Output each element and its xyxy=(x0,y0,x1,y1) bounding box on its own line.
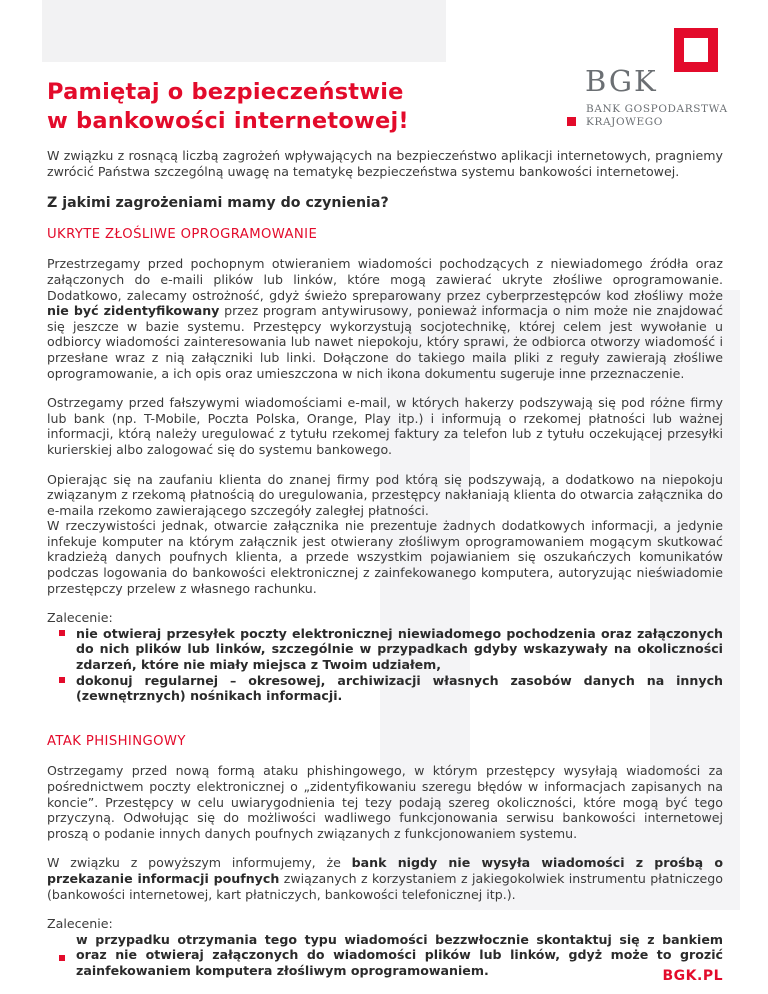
malware-paragraph-1 xyxy=(47,256,723,381)
page-title-line1: Pamiętaj o bezpieczeństwie xyxy=(47,79,404,105)
phishing-p2-text-b: związanych z korzystaniem z jakiegokolwiek instrumentu płatniczego (bankowości internetowej, kart płatniczych, bankowości telefonicznej itp.). xyxy=(47,870,723,902)
list-item-text: dokonuj regularnej – okresowej, archiwizacji własnych zasobów danych na innych (zewnętrznych) nośnikach informacji. xyxy=(76,672,723,704)
decorative-top-block xyxy=(42,0,446,62)
page-title-line2: w bankowości internetowej! xyxy=(47,108,409,134)
phishing-p2-text-a: W związku z powyższym informujemy, że xyxy=(47,855,352,871)
malware-paragraph-4: W rzeczywistości jednak, otwarcie załącznika nie prezentuje żadnych dodatkowych informacji, a jedynie infekuje komputer na którym załącznik jest otwierany złośliwym oprogramowaniem mogącym skutkować kradzieżą danych poufnych klienta, a przede wszystkim pojawianiem się oszukańczych komunikatów podczas logowania do bankowości elektronicznej z zainfekowanego komputera, autoryzując nieświadomie przestępczy przelew z własnego rachunku. xyxy=(47,518,723,596)
logo-bank-name-line2: KRAJOWEGO xyxy=(586,116,664,128)
malware-p1-emphasis: nie być zidentyfikowany xyxy=(47,303,220,319)
document-body xyxy=(47,148,723,979)
intro-paragraph: W związku z rosnącą liczbą zagrożeń wpływających na bezpieczeństwo aplikacji internetowych, pragniemy zwrócić Państwa szczególną uwagę na tematykę bezpieczeństwa systemu bankowości internetowej. xyxy=(47,148,723,179)
malware-recommendation-list xyxy=(47,626,723,704)
phishing-p2-emphasis: bank nigdy nie wysyła wiadomości z prośbą o przekazanie informacji poufnych xyxy=(47,855,723,886)
logo-square-icon xyxy=(674,28,718,72)
logo-dot-icon xyxy=(567,117,576,126)
logo-bank-name xyxy=(586,103,728,129)
list-item xyxy=(47,626,723,673)
list-item xyxy=(47,673,723,704)
phishing-paragraph-2 xyxy=(47,855,723,902)
malware-section-heading: UKRYTE ZŁOŚLIWE OPROGRAMOWANIE xyxy=(47,226,318,242)
malware-p1-text-a: Przestrzegamy przed pochopnym otwieraniem wiadomości pochodzących z niewiadomego źródła oraz załączonych do e-maili plików lub linków, które mogą zawierać ukryte złośliwe oprogramowanie. Dodatkowo, zalecamy ostrożność, gdyż świeżo spreparowany przez cyberprzestępców kod złośliwy może xyxy=(47,256,723,303)
malware-p1-text-b: przez program antywirusowy, ponieważ informacja o nim może nie znajdować się jeszcze w bazie systemu. Przestępcy wykorzystują socjotechnikę, której celem jest wywołanie u odbiorcy wiadomości zainteresowania lub nawet niepokoju, który sprawi, że odbiorca otworzy wiadomość i przesłane wraz z nią załączniki lub linki. Dołączone do takiego maila pliki z reguły zawierają złośliwe oprogramowanie, a ich opis oraz umieszczona w nich ikona dokumentu sugeruje inne przeznaczenie. xyxy=(47,303,723,381)
bullet-icon xyxy=(59,677,65,683)
phishing-section-heading: ATAK PHISHINGOWY xyxy=(47,733,186,749)
malware-paragraph-3: Opierając się na zaufaniu klienta do znanej firmy pod którą się podszywają, a dodatkowo na niepokoju związanym z rzekomą płatnością do uregulowania, przestępcy nakłaniają klienta do otwarcia załącznika do e-maila rzekomo zawierającego szczegóły zaległej płatności. xyxy=(47,471,723,518)
threats-heading: Z jakimi zagrożeniami mamy do czynienia? xyxy=(47,195,389,212)
list-item xyxy=(47,932,723,979)
page-title xyxy=(47,78,409,136)
phishing-paragraph-1: Ostrzegamy przed nową formą ataku phishingowego, w którym przestępcy wysyłają wiadomości za pośrednictwem poczty elektronicznej o „zidentyfikowaniu szeregu błędów w informacjach zapisanych na koncie”. Przestępcy w celu uwiarygodnienia tej tezy podają szereg okoliczności, które mogą być tego przyczyną. Odwołując się do możliwości wadliwego funkcjonowania serwisu bankowości internetowej proszą o podanie innych danych poufnych związanych z funkcjonowaniem systemu. xyxy=(47,763,723,841)
phishing-recommendation-label: Zalecenie: xyxy=(47,916,113,932)
logo-bank-name-line1: BANK GOSPODARSTWA xyxy=(586,103,728,115)
bullet-icon xyxy=(59,630,65,636)
malware-paragraph-2: Ostrzegamy przed fałszywymi wiadomościami e-mail, w których hakerzy podszywają się pod różne firmy lub bank (np. T-Mobile, Poczta Polska, Orange, Play itp.) i informują o rzekomej płatności lub ważnej informacji, którą należy uregulować z tytułu rzekomej faktury za telefon lub z tytułu oczekującej przesyłki kurierskiej albo zalogować się do systemu bankowego. xyxy=(47,395,723,457)
phishing-recommendation-list xyxy=(47,932,723,979)
logo-wordmark: BGK xyxy=(585,64,658,98)
list-item-text: w przypadku otrzymania tego typu wiadomości bezzwłocznie skontaktuj się z bankiem oraz nie otwieraj załączonych do wiadomości plików lub linków, gdyż może to grozić zainfekowaniem komputera złośliwym oprogramowaniem. xyxy=(76,931,723,978)
list-item-text: nie otwieraj przesyłek poczty elektronicznej niewiadomego pochodzenia oraz załączonych do nich plików lub linków, szczególnie w przypadkach gdyby wskazywały na okoliczności zdarzeń, które nie miały miejsca z Twoim udziałem, xyxy=(76,625,723,673)
malware-recommendation-label: Zalecenie: xyxy=(47,610,113,626)
malware-recommendation xyxy=(47,610,723,704)
phishing-recommendation xyxy=(47,916,723,978)
bullet-icon xyxy=(59,955,65,961)
footer-website-link[interactable]: BGK.PL xyxy=(662,968,723,984)
